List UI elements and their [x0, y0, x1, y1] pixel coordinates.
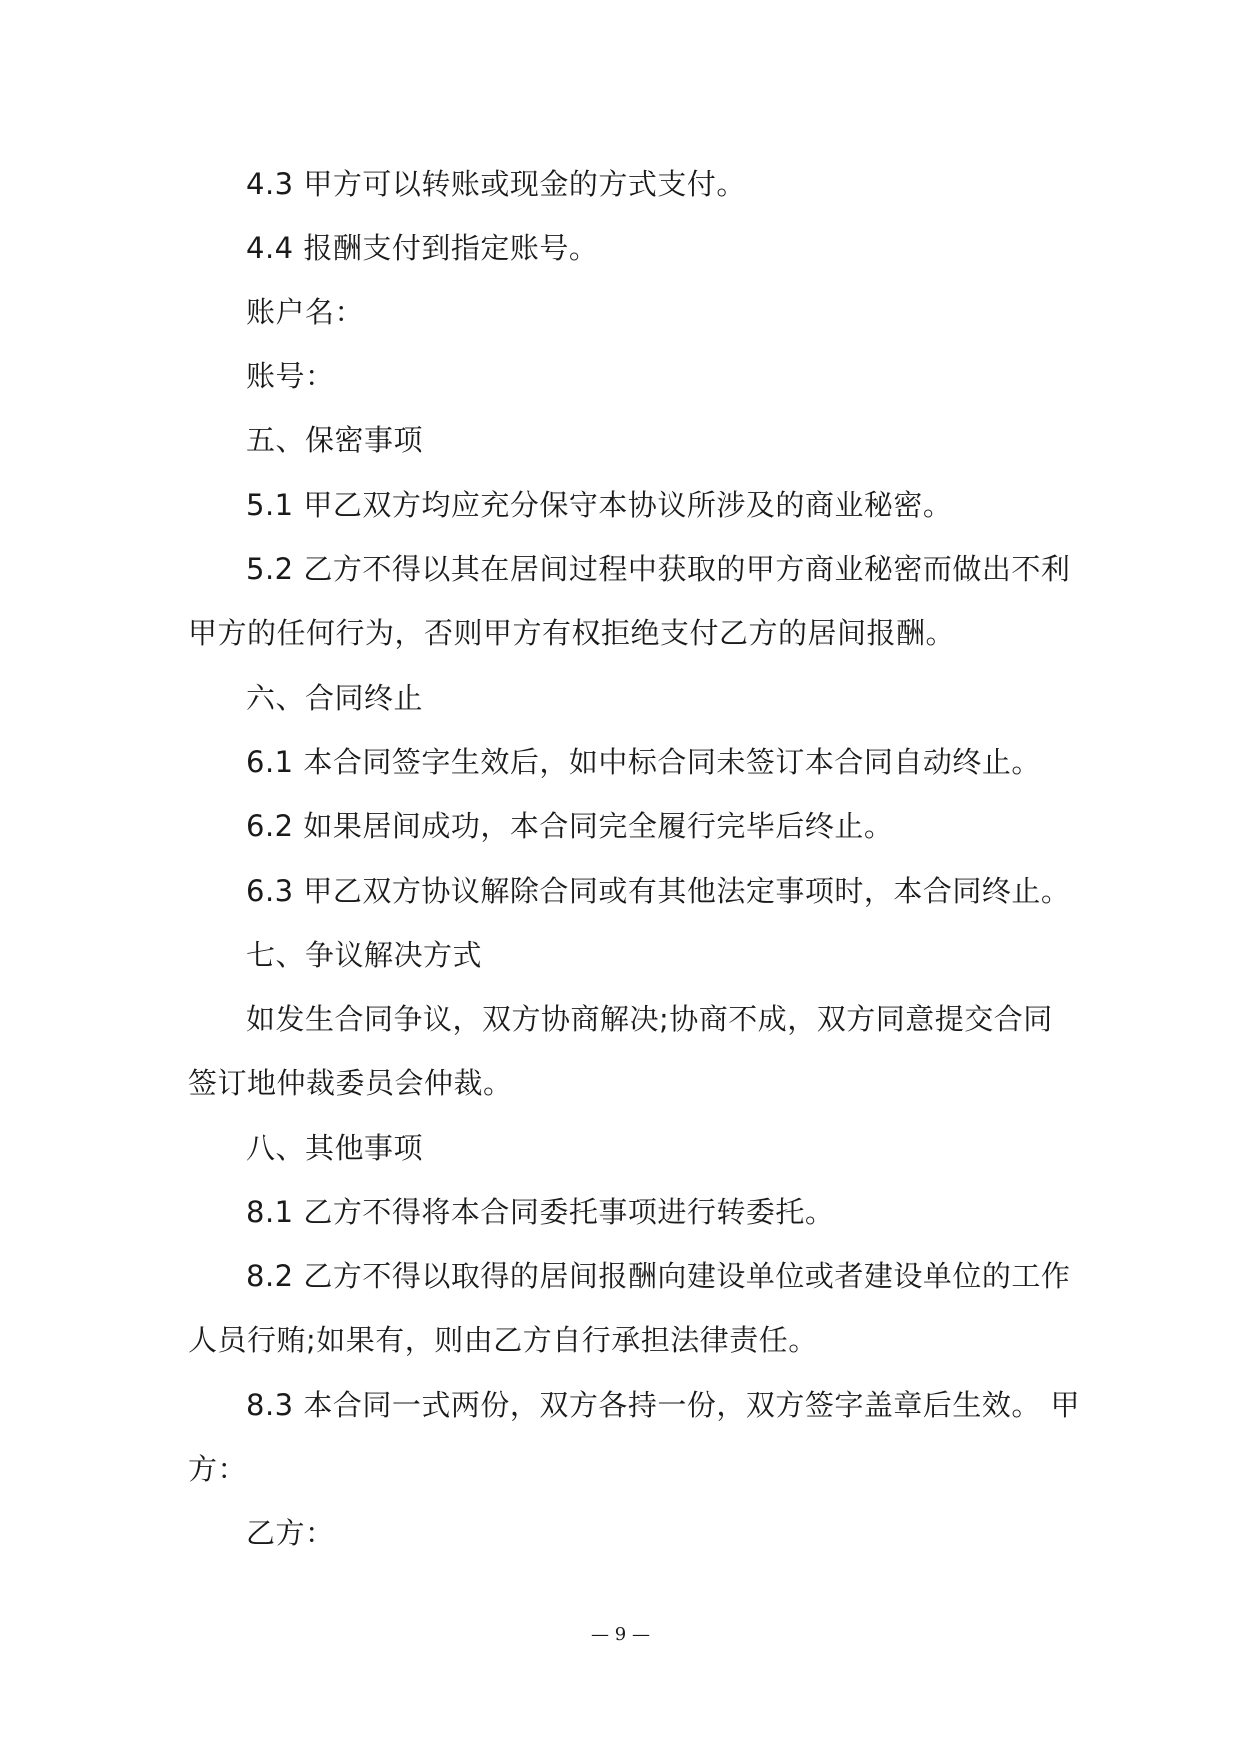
party-b-signature-label: 乙方： [246, 1516, 335, 1550]
clause-4-4: 4.4 报酬支付到指定账号。 [246, 231, 599, 265]
clause-4-3: 4.3 甲方可以转账或现金的方式支付。 [246, 167, 746, 201]
clause-6-3: 6.3 甲乙双方协议解除合同或有其他法定事项时，本合同终止。 [246, 874, 1071, 908]
section-6-heading: 六、合同终止 [246, 681, 424, 715]
section-7-text-line-1: 如发生合同争议，双方协商解决;协商不成，双方同意提交合同 [246, 1002, 1053, 1036]
account-name-label: 账户名： [246, 295, 365, 329]
account-number-label: 账号： [246, 359, 335, 393]
clause-5-2-line-2: 甲方的任何行为，否则甲方有权拒绝支付乙方的居间报酬。 [188, 616, 956, 650]
clause-8-1: 8.1 乙方不得将本合同委托事项进行转委托。 [246, 1195, 835, 1229]
page-number: — 9 — [591, 1624, 650, 1645]
clause-5-2-line-1: 5.2 乙方不得以其在居间过程中获取的甲方商业秘密而做出不利 [246, 552, 1071, 586]
clause-8-2-line-1: 8.2 乙方不得以取得的居间报酬向建设单位或者建设单位的工作 [246, 1259, 1071, 1293]
section-7-text-line-2: 签订地仲裁委员会仲裁。 [188, 1066, 513, 1100]
section-8-heading: 八、其他事项 [246, 1131, 424, 1165]
clause-6-2: 6.2 如果居间成功，本合同完全履行完毕后终止。 [246, 809, 894, 843]
clause-8-3-line-1: 8.3 本合同一式两份，双方各持一份，双方签字盖章后生效。 甲 [246, 1388, 1081, 1422]
party-a-signature-label: 方： [188, 1452, 248, 1486]
clause-5-1: 5.1 甲乙双方均应充分保守本协议所涉及的商业秘密。 [246, 488, 953, 522]
section-7-heading: 七、争议解决方式 [246, 938, 483, 972]
section-5-heading: 五、保密事项 [246, 423, 424, 457]
clause-6-1: 6.1 本合同签字生效后，如中标合同未签订本合同自动终止。 [246, 745, 1041, 779]
clause-8-2-line-2: 人员行贿;如果有，则由乙方自行承担法律责任。 [188, 1323, 818, 1357]
